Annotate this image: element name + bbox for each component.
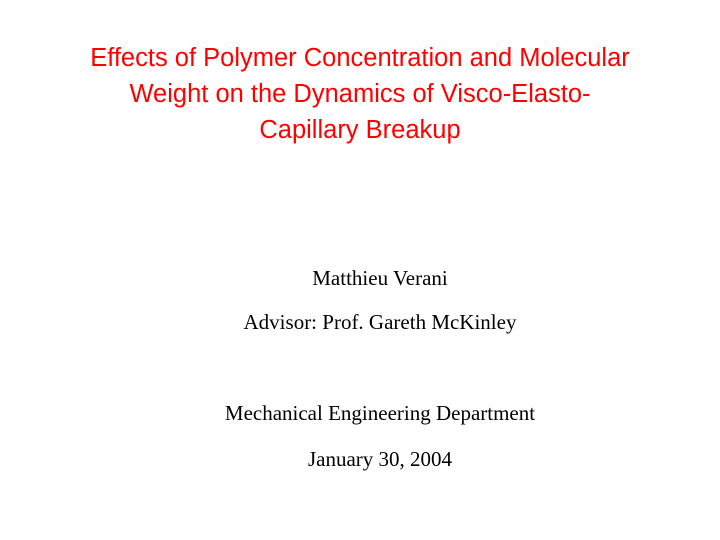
- department-name: Mechanical Engineering Department: [224, 401, 536, 425]
- affiliation-block: [60, 401, 700, 471]
- title-line-3: Capillary Breakup: [259, 116, 461, 144]
- author-name: Matthieu Verani: [312, 266, 448, 290]
- slide-title: [40, 40, 680, 148]
- title-line-1: Effects of Polymer Concentration and Molecular: [90, 44, 630, 72]
- advisor-name: Advisor: Prof. Gareth McKinley: [243, 310, 517, 334]
- title-line-2: Weight on the Dynamics of Visco-Elasto-: [129, 80, 591, 108]
- presentation-date: January 30, 2004: [307, 447, 453, 471]
- author-block: [60, 266, 700, 334]
